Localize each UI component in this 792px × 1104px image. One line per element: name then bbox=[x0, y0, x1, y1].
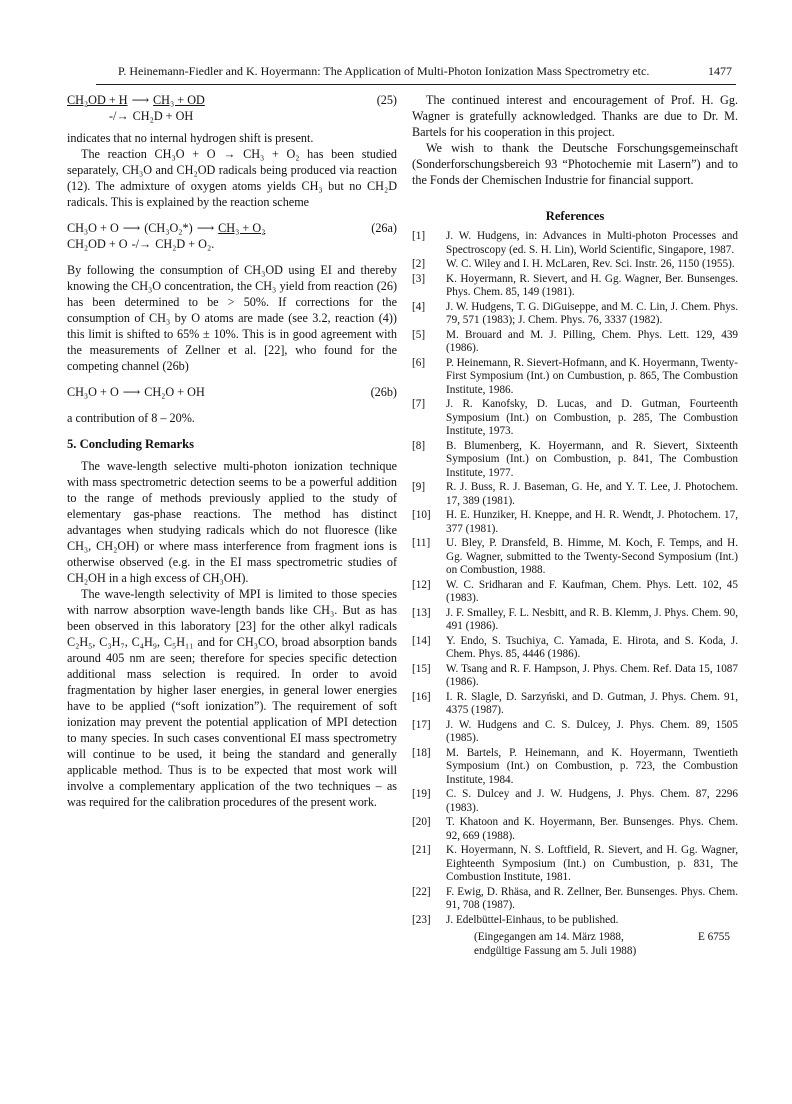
reference-number: [21] bbox=[412, 844, 431, 856]
reference-number: [2] bbox=[412, 258, 426, 270]
eq25-reactants: CH₂OD + H bbox=[67, 93, 128, 107]
reference-text: J. F. Smalley, F. L. Nesbitt, and R. B. Klemm, J. Phys. Chem. 90, 491 (1986). bbox=[446, 606, 738, 632]
eq25-products-1: CH₃ + OD bbox=[153, 93, 205, 107]
reference-number: [18] bbox=[412, 746, 431, 759]
reference-text: F. Ewig, D. Rhäsa, and R. Zellner, Ber. Bunsenges. Phys. Chem. 91, 708 (1987). bbox=[446, 885, 738, 911]
paragraph: indicates that no internal hydrogen shift is present. bbox=[67, 131, 314, 145]
blocked-arrow-icon: -/→ bbox=[109, 109, 129, 123]
reference-text: W. C. Sridharan and F. Kaufman, Chem. Phys. Lett. 102, 45 (1983). bbox=[446, 578, 738, 604]
paragraph: The wave-length selectivity of MPI is limited to those species with narrow absorption wave-length bands like CH₃. But as has been observed in this laboratory [23] for the other alkyl radicals C₂H₅, C₃H₇, C₄H₉, C₅H₁₁ and for CH₃CO, broad absorption bands around 405 nm are seen; therefore for species specific detection additional mass selection is required. In order to avoid fragmentation by higher laser energies, in general lower energies have to be applied (“soft ionization”). The requirement of soft ionization may prevent the potential application of MPI detection to many species. In such cases conventional EI mass spectrometry will continue to be used, it being the standard and generally applicable method. Thus is to be expected that most work will involve a complementary application of the two techniques – as was required for the calibration procedures of the present work. bbox=[67, 587, 397, 809]
reference-item bbox=[412, 607, 738, 634]
left-column bbox=[67, 92, 397, 810]
reference-item bbox=[412, 747, 738, 788]
revised-line: endgültige Fassung am 5. Juli 1988) bbox=[474, 944, 637, 957]
reference-item bbox=[412, 258, 738, 272]
reference-item bbox=[412, 914, 738, 928]
reference-text: J. W. Hudgens and C. S. Dulcey, J. Phys. Chem. 89, 1505 (1985). bbox=[446, 718, 738, 744]
reference-text: R. J. Buss, R. J. Baseman, G. He, and Y. T. Lee, J. Photochem. 17, 389 (1981). bbox=[446, 481, 738, 507]
reference-text: P. Heinemann, R. Sievert-Hofmann, and K. Hoyermann, Twenty-First Symposium (Int.) on Cumbustion, p. 865, The Combustion Institute, 1986. bbox=[446, 356, 738, 396]
reference-number: [6] bbox=[412, 356, 426, 369]
reference-number: [20] bbox=[412, 816, 431, 828]
equation-26b bbox=[67, 384, 397, 400]
received-line: (Eingegangen am 14. März 1988, bbox=[474, 931, 624, 943]
paragraph: The wave-length selective multi-photon ionization technique with mass spectrometric detection seems to be a powerful addition to the range of methods previously applied to the study of elementary gas-phase reactions. The method has distinct advantages when studying radicals which do not fluoresce (like CH₃, CH₂OH) or where mass interference from fragment ions is otherwise observed (e.g. in the EI mass spectrometric studies of CH₂OH in a high excess of CH₃OH). bbox=[67, 459, 397, 585]
eq25-number: (25) bbox=[376, 93, 397, 107]
paragraph: By following the consumption of CH₃OD using EI and thereby knowing the CH₃O concentration, the CH₃ yield from reaction (26) has been determined to be > 50%. If corrections for the consumption of CH₃ by O atoms are made (see 3.2, reaction (4)) this limit is shifted to 65% ± 10%. This is in good agreement with the measurements of Zellner et al. [22], who found for the competing channel (26b) bbox=[67, 263, 397, 373]
reference-number: [4] bbox=[412, 300, 426, 313]
reference-text: K. Hoyermann, N. S. Loftfield, R. Sievert, and H. Gg. Wagner, Eighteenth Symposium (Int.) on Cumbustion, p. 831, The Combustion Institute, 1981. bbox=[446, 844, 738, 883]
reference-item bbox=[412, 301, 738, 328]
reference-item bbox=[412, 844, 738, 885]
right-column bbox=[412, 92, 738, 958]
eq26a-intermediate: (CH₃O₂*) bbox=[144, 221, 193, 235]
reference-item bbox=[412, 509, 738, 536]
page-number: 1477 bbox=[708, 64, 732, 78]
reference-number: [11] bbox=[412, 537, 431, 549]
eq26a-products-2: CH₂D + O₂. bbox=[155, 237, 215, 251]
manuscript-code: E 6755 bbox=[697, 931, 730, 943]
eq26b-reactants: CH₃O + O bbox=[67, 385, 119, 399]
reference-number: [5] bbox=[412, 328, 426, 341]
section-title: 5. Concluding Remarks bbox=[67, 437, 195, 451]
paragraph: a contribution of 8 – 20%. bbox=[67, 411, 195, 425]
reference-item bbox=[412, 230, 738, 257]
eq26a-number: (26a) bbox=[371, 221, 397, 235]
eq26a-reactants-2: CH₂OD + O bbox=[67, 237, 128, 251]
acknowledgment: We wish to thank the Deutsche Forschungsgemeinschaft (Sonderforschungsbereich 93 “Photochemie mit Lasern”) and to the Fonds der Chemischen Industrie for financial support. bbox=[412, 141, 738, 187]
references-title: References bbox=[545, 209, 605, 223]
reference-text: M. Brouard and M. J. Pilling, Chem. Phys. Lett. 129, 439 (1986). bbox=[446, 328, 738, 354]
reference-number: [23] bbox=[412, 913, 431, 926]
reference-text: J. W. Hudgens, T. G. DiGuiseppe, and M. C. Lin, J. Chem. Phys. 79, 571 (1983); J. Chem. Phys. 76, 3337 (1982). bbox=[446, 300, 738, 326]
reference-number: [14] bbox=[412, 634, 431, 647]
reaction-arrow-icon: ⟶ bbox=[196, 221, 215, 235]
reference-text: Y. Endo, S. Tsuchiya, C. Yamada, E. Hirota, and S. Koda, J. Chem. Phys. 85, 4446 (1986). bbox=[446, 634, 738, 660]
blocked-arrow-icon: -/→ bbox=[131, 237, 152, 251]
reference-item bbox=[412, 691, 738, 718]
reference-item bbox=[412, 537, 738, 578]
reference-number: [13] bbox=[412, 606, 431, 619]
eq26a-products: CH₃ + O₂ bbox=[218, 221, 266, 235]
running-title: P. Heinemann-Fiedler and K. Hoyermann: The Application of Multi-Photon Ionization Mass Spectrometry etc. bbox=[118, 64, 650, 78]
equation-25 bbox=[67, 92, 397, 124]
reference-text: W. C. Wiley and I. H. McLaren, Rev. Sci. Instr. 26, 1150 (1955). bbox=[446, 258, 735, 270]
reference-item bbox=[412, 886, 738, 913]
reference-number: [7] bbox=[412, 398, 426, 410]
reference-number: [17] bbox=[412, 718, 431, 731]
reference-item bbox=[412, 579, 738, 606]
reference-text: T. Khatoon and K. Hoyermann, Ber. Bunsenges. Phys. Chem. 92, 669 (1988). bbox=[446, 816, 738, 842]
reference-number: [8] bbox=[412, 439, 426, 452]
reference-number: [16] bbox=[412, 690, 431, 703]
reference-item bbox=[412, 357, 738, 398]
reference-item bbox=[412, 398, 738, 439]
reference-text: B. Blumenberg, K. Hoyermann, and R. Sievert, Sixteenth Symposium (Int.) on Combustion, p. 841, The Combustion Institute, 1977. bbox=[446, 439, 738, 479]
reference-text: U. Bley, P. Dransfeld, B. Himme, M. Koch, F. Temps, and H. Gg. Wagner, submitted to the Twenty-Second Symposium (Int.) on Combustion, 1988. bbox=[446, 537, 738, 576]
reference-text: K. Hoyermann, R. Sievert, and H. Gg. Wagner, Ber. Bunsenges. Phys. Chem. 85, 149 (1981). bbox=[446, 272, 738, 298]
equation-26a bbox=[67, 220, 397, 252]
reference-item bbox=[412, 635, 738, 662]
eq26a-reactants: CH₃O + O bbox=[67, 221, 119, 235]
reference-item bbox=[412, 663, 738, 690]
reference-text: C. S. Dulcey and J. W. Hudgens, J. Phys. Chem. 87, 2296 (1983). bbox=[446, 788, 738, 814]
reference-list bbox=[412, 230, 738, 927]
reference-number: [10] bbox=[412, 509, 431, 521]
reference-number: [19] bbox=[412, 788, 431, 800]
reference-item bbox=[412, 788, 738, 815]
reference-text: M. Bartels, P. Heinemann, and K. Hoyermann, Twentieth Symposium (Int.) on Combustion, p. 723, the Combustion Institute, 1984. bbox=[446, 746, 738, 786]
reference-text: W. Tsang and R. F. Hampson, J. Phys. Chem. Ref. Data 15, 1087 (1986). bbox=[446, 662, 738, 688]
eq26b-number: (26b) bbox=[370, 385, 397, 399]
acknowledgment: The continued interest and encouragement of Prof. H. Gg. Wagner is gratefully acknowledged. Thanks are due to Dr. M. Bartels for his cooperation in this project. bbox=[412, 93, 738, 139]
reference-item bbox=[412, 481, 738, 508]
reference-item bbox=[412, 719, 738, 746]
reference-number: [9] bbox=[412, 481, 426, 493]
reference-number: [15] bbox=[412, 662, 431, 675]
reaction-arrow-icon: ⟶ bbox=[122, 221, 141, 235]
reference-number: [1] bbox=[412, 230, 426, 242]
reference-text: H. E. Hunziker, H. Kneppe, and H. R. Wendt, J. Photochem. 17, 377 (1981). bbox=[446, 509, 738, 535]
eq26b-products: CH₂O + OH bbox=[144, 385, 205, 399]
reference-text: J. R. Kanofsky, D. Lucas, and D. Gutman, Fourteenth Symposium (Int.) on Combustion, p. 285, The Combustion Institute, 1973. bbox=[446, 398, 738, 437]
reference-number: [12] bbox=[412, 578, 431, 591]
reference-item bbox=[412, 440, 738, 481]
eq25-products-2: CH₂D + OH bbox=[132, 109, 194, 123]
reaction-arrow-icon: ⟶ bbox=[122, 385, 141, 399]
reference-number: [3] bbox=[412, 272, 426, 285]
received-dates bbox=[412, 931, 738, 958]
reference-text: J. W. Hudgens, in: Advances in Multi-photon Processes and Spectroscopy (ed. S. H. Lin), World Scientific, Singapore, 1987. bbox=[446, 230, 738, 256]
reference-text: I. R. Slagle, D. Sarzyński, and D. Gutman, J. Phys. Chem. 91, 4375 (1987). bbox=[446, 690, 738, 716]
reference-item bbox=[412, 329, 738, 356]
reference-number: [22] bbox=[412, 885, 431, 898]
paragraph: The reaction CH₃O + O → CH₃ + O₂ has been studied separately, CH₃O and CH₂OD radicals being produced via reaction (12). The admixture of oxygen atoms yields CH₃ but no CH₂D radicals. This is explained by the reaction scheme bbox=[67, 147, 397, 209]
reference-item bbox=[412, 816, 738, 843]
reference-item bbox=[412, 273, 738, 300]
reference-text: J. Edelbüttel-Einhaus, to be published. bbox=[446, 913, 619, 926]
running-header bbox=[96, 64, 736, 85]
reaction-arrow-icon: ⟶ bbox=[131, 93, 150, 107]
